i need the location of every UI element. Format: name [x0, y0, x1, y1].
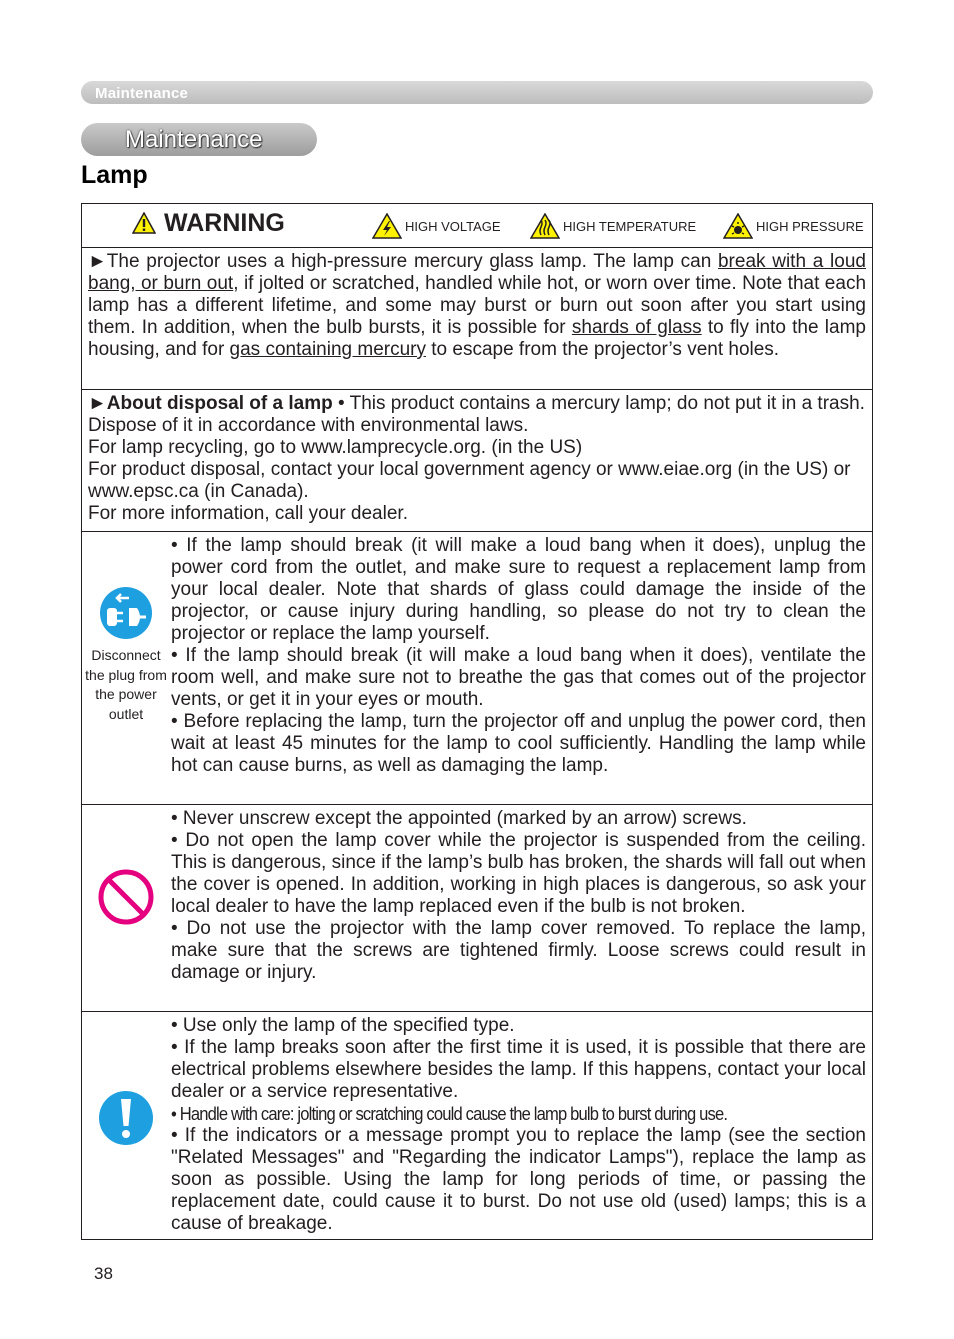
hazard-label: HIGH PRESSURE [756, 218, 864, 234]
prohibited-icon [97, 868, 155, 926]
disposal-line: For more information, call your dealer. [88, 503, 408, 524]
warning-header-row [82, 204, 872, 248]
list-item: • If the lamp should break (it will make a loud bang when it does), ventilate the room well, and make sure not to breathe the gas that comes out of the projector vents, or get it in your eyes or mouth. [171, 645, 866, 710]
high-temperature-icon [530, 213, 560, 239]
caution-icon-column [82, 1090, 170, 1146]
disposal-line: For lamp recycling, go to www.lamprecycle.org. (in the US) [88, 437, 583, 458]
disposal-line: For product disposal, contact your local government agency or www.eiae.org (in the US) or www.epsc.ca (in Canada). [88, 459, 851, 502]
list-item: • Handle with care: jolting or scratching could cause the lamp bulb to burst during use. [171, 1104, 728, 1124]
prohibit-icon-column [82, 868, 170, 926]
intro-text-3: to fly into the lamp housing, and for [88, 317, 866, 360]
intro-underline-1: break with a loud bang, or burn out [88, 251, 866, 294]
disposal-paragraph [88, 393, 866, 525]
hazard-high-voltage [372, 213, 501, 239]
hazard-high-pressure [723, 213, 864, 239]
disconnect-caption: Disconnect the plug from the power outlet [85, 647, 167, 722]
disposal-line: • This product contains a mercury lamp; do not put it in a trash. Dispose of it in accordance with environmental laws. [88, 393, 865, 436]
hazard-label: HIGH TEMPERATURE [563, 218, 697, 234]
hazard-label: HIGH VOLTAGE [405, 218, 501, 234]
list-item: • Do not use the projector with the lamp cover removed. To replace the lamp, make sure that the screws are tightened firmly. Loose screws could result in damage or injury. [171, 918, 866, 983]
disposal-row [82, 390, 872, 532]
list-item: • Use only the lamp of the specified type. [171, 1015, 515, 1036]
page-number: 38 [94, 1264, 113, 1283]
disconnect-icon-column [82, 586, 170, 724]
disconnect-row [82, 532, 872, 805]
caution-text [171, 1015, 866, 1235]
intro-text-2: , if jolted or scratched, handled while hot, or worn over time. Note that each lamp has a different lifetime, and some may burst or burn out soon after you start using them. In addition, when the bulb bursts, it is possible for [88, 273, 867, 338]
section-title: Maintenance [125, 126, 263, 153]
exclamation-icon [98, 1090, 154, 1146]
disposal-heading: ►About disposal of a lamp [88, 393, 333, 414]
list-item: • If the indicators or a message prompt you to replace the lamp (see the section "Related Messages" and "Regarding the indicator Lamps"), replace the lamp as soon as possible. Using the lamp for long periods of time, or passing the replacement date, could cause it to burst. Do not use old (used) lamps; this is a cause of breakage. [171, 1125, 866, 1234]
hazard-high-temperature [530, 213, 696, 239]
disconnect-text [171, 535, 866, 777]
caution-row [82, 1012, 872, 1239]
list-item: • Before replacing the lamp, turn the projector off and unplug the power cord, then wait at least 45 minutes for the lamp to cool sufficiently. Handling the lamp while hot can cause burns, as well as damaging the lamp. [171, 711, 866, 776]
list-item: • If the lamp should break (it will make a loud bang when it does), unplug the power cord from the outlet, and make sure to request a replacement lamp from your local dealer. Note that shards of glass could damage the inside of the projector, or cause injury during handling, so please do not try to clean the projector or replace the lamp yourself. [171, 535, 866, 644]
warning-title: WARNING [164, 209, 285, 237]
running-header-label: Maintenance [95, 85, 189, 102]
intro-text-4: to escape from the projector’s vent holes. [425, 339, 780, 360]
section-title-pill [81, 123, 317, 156]
high-pressure-icon [723, 213, 753, 239]
intro-underline-3: gas containing mercury [229, 339, 426, 360]
list-item: • If the lamp breaks soon after the first time it is used, it is possible that there are electrical problems elsewhere besides the lamp. If this happens, contact your local dealer or a service representative. [171, 1037, 866, 1102]
warning-box [81, 203, 873, 1240]
running-header [81, 81, 873, 104]
prohibit-text [171, 808, 866, 984]
list-item: • Do not open the lamp cover while the projector is suspended from the ceiling. This is dangerous, since if the lamp’s bulb has broken, the shards will fall out when the cover is opened. In addition, working in high places is dangerous, so ask your local dealer to have the lamp replaced even if the bulb is not broken. [171, 830, 866, 917]
high-voltage-icon [372, 213, 402, 239]
list-item: • Never unscrew except the appointed (marked by an arrow) screws. [171, 808, 747, 829]
unplug-icon [99, 586, 153, 640]
warning-triangle-icon [132, 212, 156, 234]
intro-text-1: ►The projector uses a high-pressure mercury glass lamp. The lamp can [88, 251, 718, 272]
prohibit-row [82, 805, 872, 1012]
intro-row [82, 248, 872, 390]
intro-paragraph [88, 251, 866, 361]
page-heading: Lamp [81, 161, 148, 189]
intro-underline-2: shards of glass [571, 317, 702, 338]
